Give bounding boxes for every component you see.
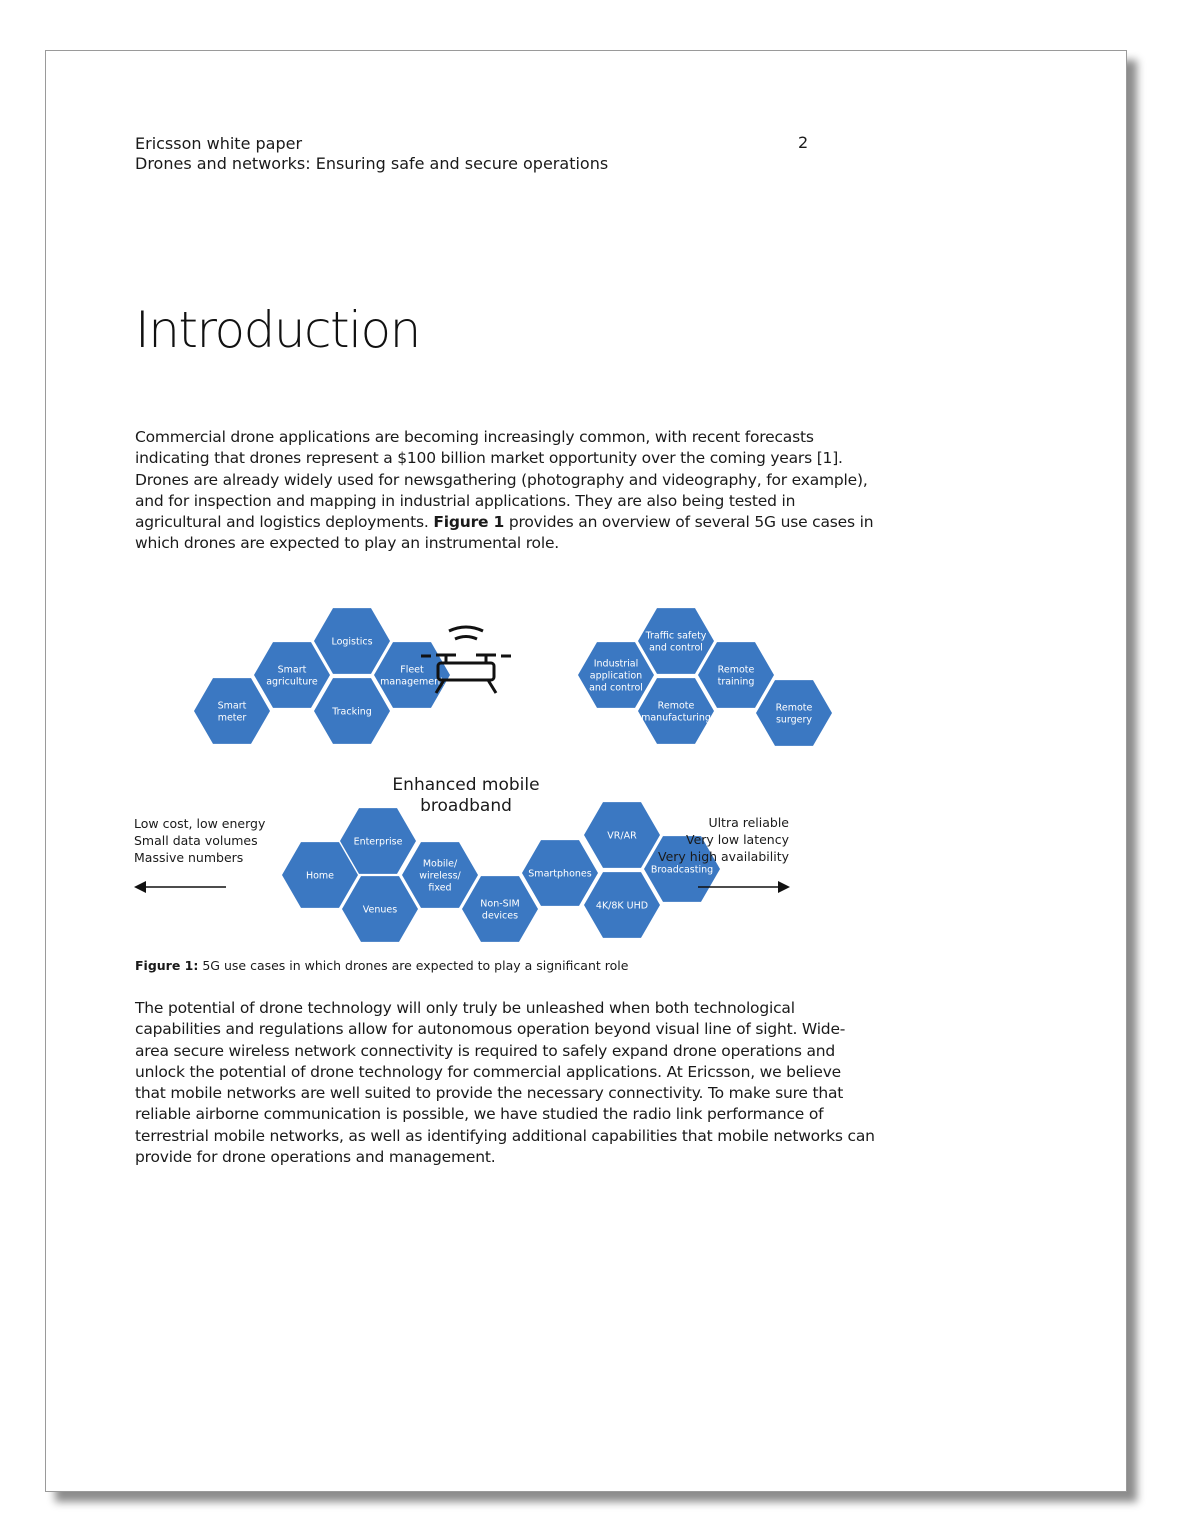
document-page <box>45 50 1127 1492</box>
hex-mobile-wireless-fixed <box>402 842 478 908</box>
page-title: Introduction <box>135 301 420 359</box>
hex-label: agriculture <box>266 676 318 688</box>
center-label-line1: Enhanced mobile <box>392 775 540 795</box>
hex-smart-meter <box>194 678 270 744</box>
left-arrow <box>134 881 226 893</box>
hex-label: Enterprise <box>353 836 403 848</box>
hex-label: application <box>589 670 643 682</box>
hex-remote-training <box>698 642 774 708</box>
header-doc-type: Ericsson white paper <box>135 134 303 153</box>
hex-label: surgery <box>775 714 813 726</box>
hex-remote-surgery <box>756 680 832 746</box>
hex-label: Smart <box>277 664 307 676</box>
left-label-1: Low cost, low energy <box>134 816 266 831</box>
hex-label: Non-SIM <box>480 898 520 910</box>
hex-label: VR/AR <box>607 830 637 842</box>
center-label-line2: broadband <box>420 796 512 816</box>
intro-text-start: Commercial drone applications are becoming increasingly common, with recent forecasts indicating that drones represent a $100 billion market opportunity over the coming years [1]. Drones are already widely used for newsgathering (photography and videography, for example), and for inspection and mapping in industrial applications. They are also being tested in agricultural and logistics deployments. <box>135 428 868 532</box>
hex-label: Broadcasting <box>650 864 714 876</box>
hex-label: Industrial <box>593 658 639 670</box>
caption-text: 5G use cases in which drones are expected to play a significant role <box>202 958 629 973</box>
intro-text-end: provides an overview of several 5G use cases in which drones are expected to play an instrumental role. <box>135 513 874 553</box>
hex-label: Remote <box>717 664 755 676</box>
hex-label: Smartphones <box>528 868 592 880</box>
hex-label: Mobile/ <box>422 858 458 870</box>
hex-label: and control <box>589 682 643 694</box>
hex-label: Smart <box>217 700 247 712</box>
hex-label: management <box>380 676 444 688</box>
hex-label: fixed <box>428 882 452 894</box>
hex-label: Logistics <box>331 636 373 648</box>
left-label-2: Small data volumes <box>134 833 258 848</box>
hex-non-sim-devices <box>462 876 538 942</box>
right-label-3: Very high availability <box>658 849 789 864</box>
left-label-3: Massive numbers <box>134 850 244 865</box>
hex-label: wireless/ <box>419 870 461 882</box>
hex-label: and control <box>649 642 703 654</box>
caption-label: Figure 1: <box>135 958 199 973</box>
hex-traffic-safety <box>638 608 714 674</box>
hex-label: Remote <box>657 700 695 712</box>
hex-label: manufacturing <box>641 712 711 724</box>
hex-smartphones <box>522 840 598 906</box>
hex-label: Remote <box>775 702 813 714</box>
figure-reference: Figure 1 <box>433 513 505 532</box>
hex-venues <box>342 876 418 942</box>
right-label-1: Ultra reliable <box>708 815 789 830</box>
header-subtitle: Drones and networks: Ensuring safe and secure operations <box>135 154 609 173</box>
hex-label: 4K/8K UHD <box>595 900 649 912</box>
hex-label: Tracking <box>332 706 372 718</box>
figure-1 <box>126 579 813 949</box>
hex-label: Home <box>305 870 335 882</box>
hex-label: Traffic safety <box>645 630 707 642</box>
hex-label: Venues <box>362 904 398 916</box>
right-label-2: Very low latency <box>685 832 789 847</box>
hex-industrial-application <box>578 642 654 708</box>
hex-tracking <box>314 678 390 744</box>
hex-logistics <box>314 608 390 674</box>
figure-caption <box>135 958 628 973</box>
hex-label: Fleet <box>400 664 424 676</box>
hex-label: meter <box>217 712 247 724</box>
hex-label: training <box>717 676 755 688</box>
use-case-diagram <box>126 579 813 949</box>
hex-4k-8k-uhd <box>584 872 660 938</box>
hex-remote-manufacturing <box>638 678 714 744</box>
hex-vr-ar <box>584 802 660 868</box>
page-number: 2 <box>798 133 809 152</box>
hex-smart-agriculture <box>254 642 330 708</box>
hex-label: devices <box>481 910 519 922</box>
body-paragraph: The potential of drone technology will only truly be unleashed when both technological capabilities and regulations allow for autonomous operation beyond visual line of sight. Wide-area secure wireless network connectivity is required to safely expand drone operations and unlock the potential of drone technology for commercial applications. At Ericsson, we believe that mobile networks are well suited to provide the necessary connectivity. To make sure that reliable airborne communication is possible, we have studied the radio link performance of terrestrial mobile networks, as well as identifying additional capabilities that mobile networks can provide for drone operations and management. <box>135 999 875 1167</box>
intro-paragraph <box>135 427 875 555</box>
